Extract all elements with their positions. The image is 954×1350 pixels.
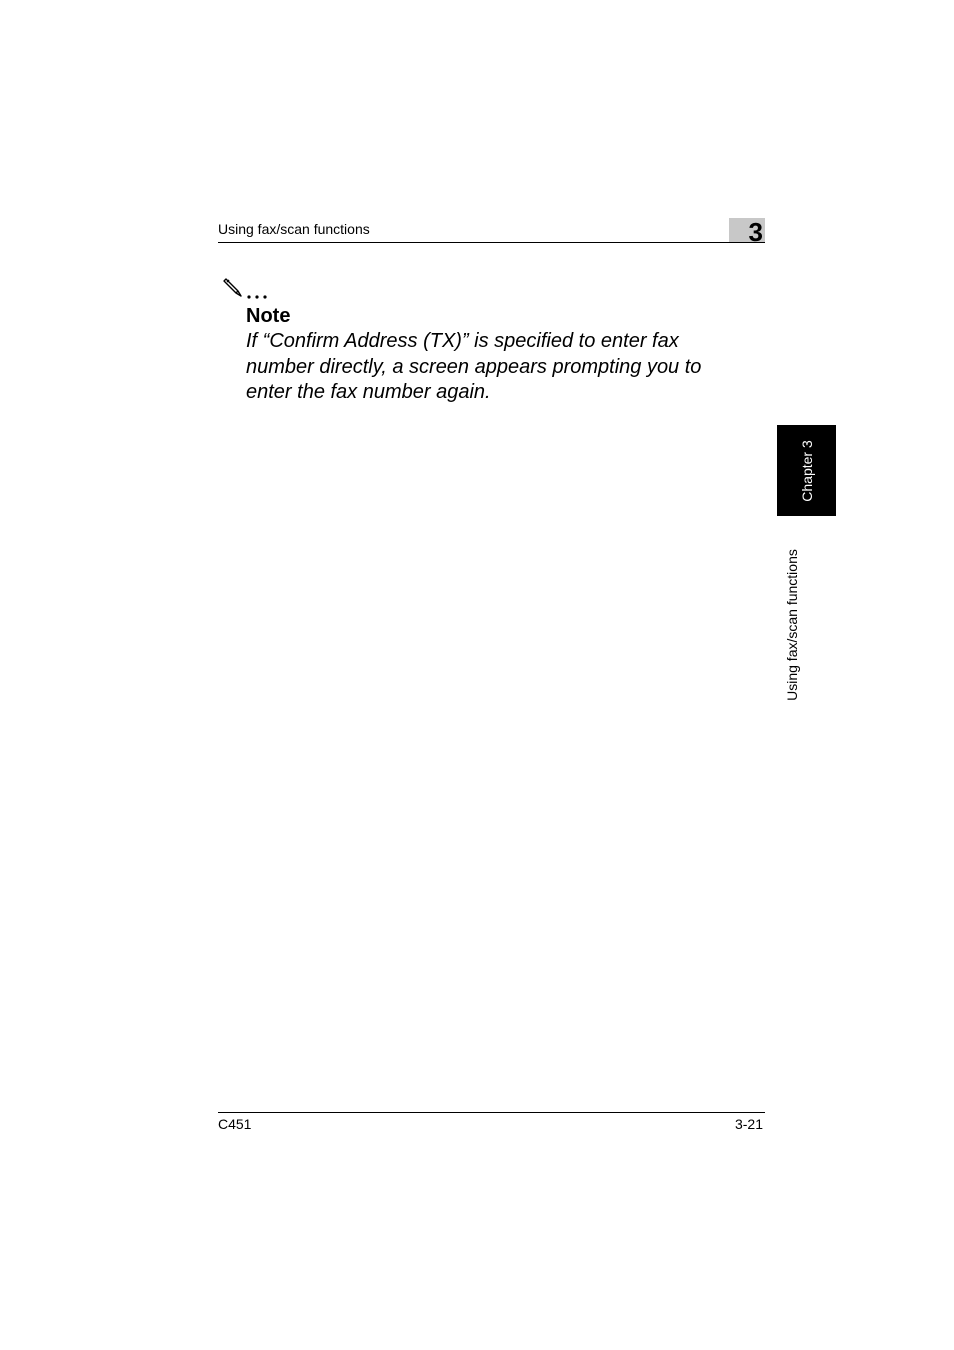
running-header: Using fax/scan functions bbox=[218, 221, 370, 237]
side-section-label: Using fax/scan functions bbox=[784, 549, 800, 701]
footer-model: C451 bbox=[218, 1116, 252, 1132]
chapter-side-tab-label: Chapter 3 bbox=[798, 439, 815, 502]
chapter-number-box bbox=[729, 217, 765, 247]
note-title: Note bbox=[246, 305, 291, 327]
chapter-number: 3 bbox=[748, 217, 763, 247]
pencil-icon bbox=[222, 276, 272, 304]
footer-page-number: 3-21 bbox=[734, 1116, 763, 1132]
chapter-side-tab bbox=[777, 425, 836, 516]
note-body: If “Confirm Address (TX)” is specified to enter fax number directly, a screen appears prompting you to enter the fax number again. bbox=[246, 330, 702, 403]
footer-rule bbox=[218, 1112, 765, 1113]
header-rule bbox=[218, 242, 765, 243]
